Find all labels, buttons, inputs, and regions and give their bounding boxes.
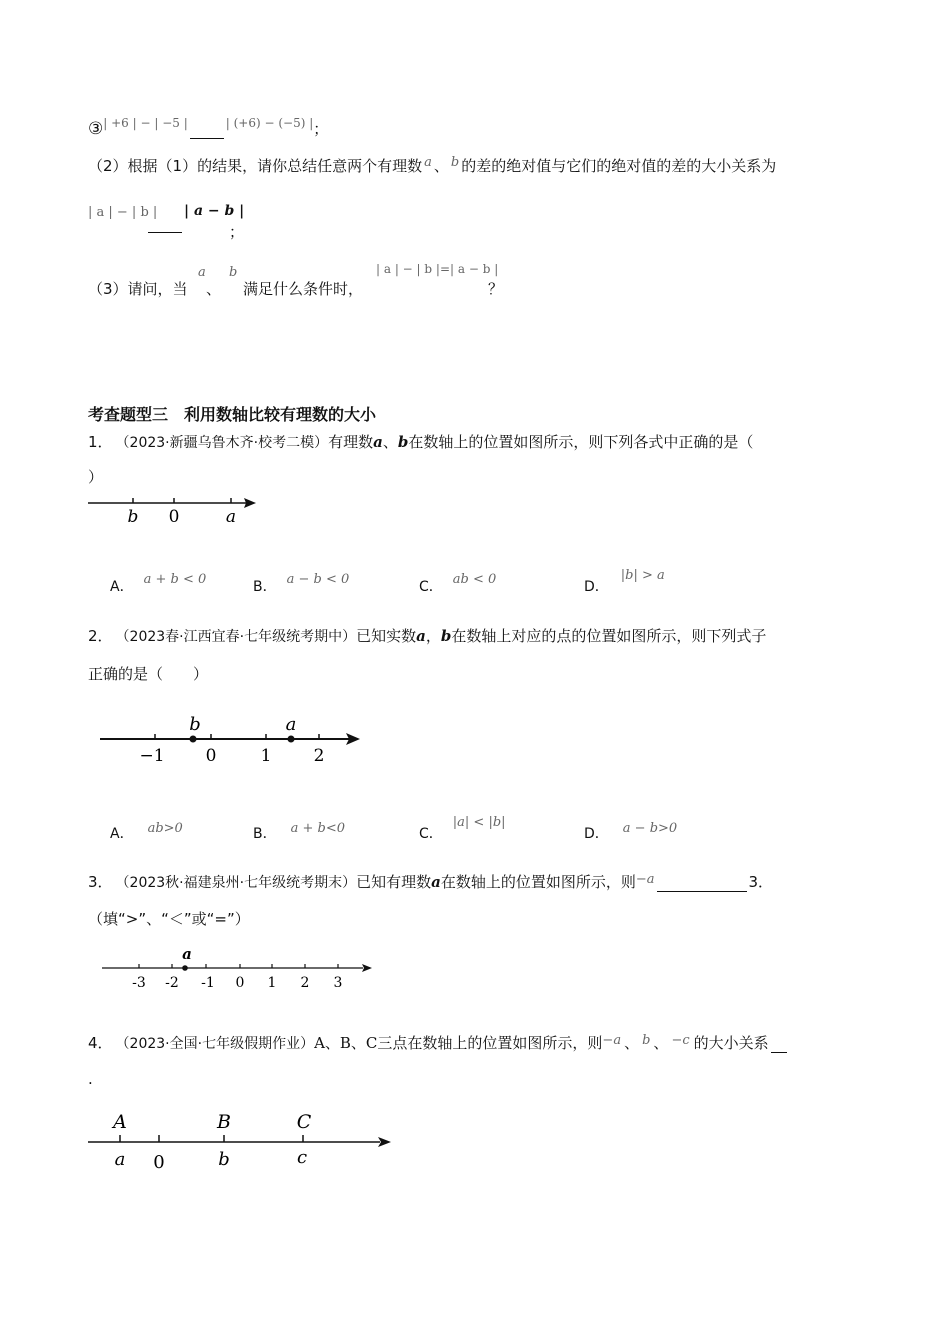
q4-expr3: −c <box>671 1033 690 1048</box>
q1-number-line <box>88 492 263 528</box>
q1-label-b: b <box>127 507 139 527</box>
q3b-tick-label: 2 <box>300 975 310 991</box>
q1-option-c[interactable] <box>419 572 497 596</box>
q1-option-a[interactable] <box>110 572 207 596</box>
item3-right-expr: | (+6) − (−5) | <box>225 116 314 130</box>
q2b-tick-label: −1 <box>139 746 165 766</box>
q1-option-c-expr: ab < 0 <box>452 572 497 587</box>
item3-blank[interactable] <box>190 124 224 139</box>
q3b-blank[interactable] <box>657 877 747 892</box>
q3-var-b: b <box>229 265 238 280</box>
q3b-line <box>88 871 773 892</box>
q3b-tick-label: -1 <box>201 975 215 991</box>
q2b-line2: 正确的是（ ） <box>88 665 209 683</box>
q4-label-a: a <box>114 1149 126 1170</box>
q1-option-d-label: D． <box>584 579 609 595</box>
q2b-option-c-label: C． <box>419 826 443 842</box>
q2b-number-line <box>100 712 365 768</box>
q2b-option-a-label: A． <box>110 826 134 842</box>
q2-blank[interactable] <box>148 218 182 233</box>
q3-end: ？ <box>488 280 504 298</box>
q4-number-line <box>88 1108 398 1174</box>
q4-label-A: A <box>113 1111 127 1133</box>
q2b-point-a <box>288 736 295 743</box>
q2-line <box>88 155 776 176</box>
q2b-var-a: a <box>416 627 426 645</box>
q1-number: 1． <box>88 433 113 451</box>
q4-blank[interactable] <box>771 1038 787 1053</box>
q3-formula: | a | − | b |=| a − b | <box>376 262 499 276</box>
q3b-line2: （填“>”、“＜”或“=”） <box>88 910 250 928</box>
q1-line <box>88 431 753 452</box>
q3b-var-a: a <box>431 873 441 891</box>
q4-expr2: b <box>642 1033 651 1048</box>
q4-label-c: c <box>296 1147 308 1168</box>
q2b-option-d-label: D． <box>584 826 609 842</box>
q4-label-0: 0 <box>153 1152 165 1173</box>
q4-label-B: B <box>217 1111 231 1133</box>
q1-option-a-expr: a + b < 0 <box>143 572 207 587</box>
item3-left-expr: | +6 | − | −5 | <box>103 116 188 130</box>
q2-var-a: a <box>424 155 432 170</box>
q4-label-b: b <box>218 1149 230 1170</box>
q3b-arrow-icon <box>362 964 372 972</box>
q2b-tick-label: 0 <box>205 746 217 766</box>
q3b-number: 3． <box>88 873 113 891</box>
q3b-tick-label: 0 <box>235 975 245 991</box>
q4-line2: . <box>88 1070 93 1088</box>
q1-close: ） <box>88 468 104 486</box>
q2-end: ； <box>229 223 245 241</box>
q1-option-d[interactable] <box>584 568 665 596</box>
q3b-text: 已知有理数 <box>356 873 432 891</box>
q4-tail: 的大小关系 <box>693 1034 769 1052</box>
q2b-text2: 在数轴上对应的点的位置如图所示，则下列式子 <box>451 627 767 645</box>
q2b-text: 已知实数 <box>356 627 417 645</box>
q4-text: A、B、C三点在数轴上的位置如图所示，则 <box>314 1034 603 1052</box>
q3b-tick-label: 3 <box>333 975 343 991</box>
q1-var-b: b <box>397 433 409 451</box>
q2b-number: 2． <box>88 627 113 645</box>
q2b-tick-label: 1 <box>260 746 272 766</box>
q2b-var-b: b <box>440 627 452 645</box>
q3b-tick-label: -3 <box>132 975 146 991</box>
q3b-number-line <box>100 944 375 992</box>
q3b-source: （2023秋·福建泉州·七年级统考期末） <box>122 875 357 891</box>
q3-var-a: a <box>198 265 206 280</box>
q2b-option-d[interactable] <box>584 823 677 843</box>
q2-tail: 的差的绝对值与它们的绝对值的差的大小关系为 <box>461 157 777 175</box>
q1-option-b-expr: a − b < 0 <box>286 572 350 587</box>
q2b-label-a: a <box>285 714 297 735</box>
q3-mid: 满足什么条件时， <box>243 280 364 298</box>
q2b-point-b <box>190 736 197 743</box>
q1-label-0: 0 <box>168 507 180 527</box>
q2-left-expr: | a | − | b | <box>88 205 158 220</box>
q2b-line <box>88 625 766 646</box>
q4-number: 4． <box>88 1034 113 1052</box>
q3b-point-a <box>182 965 188 971</box>
q1-option-a-label: A． <box>110 579 134 595</box>
q2b-source: （2023春·江西宜春·七年级统考期中） <box>122 629 357 645</box>
q1-sep: 、 <box>382 433 398 451</box>
q1-option-b[interactable] <box>253 572 350 596</box>
q2b-option-a-expr: ab>0 <box>147 821 183 836</box>
q4-label-C: C <box>296 1111 312 1133</box>
q1-var-a: a <box>373 433 383 451</box>
q1-option-c-label: C． <box>419 579 443 595</box>
q3b-label-a: a <box>182 945 192 963</box>
q2b-tick-label: 2 <box>313 746 325 766</box>
q2b-option-c[interactable] <box>419 815 506 843</box>
q4-source: （2023·全国·七年级假期作业） <box>122 1036 315 1052</box>
q1-text2: 在数轴上的位置如图所示，则下列各式中正确的是（ <box>408 433 754 451</box>
q1-source: （2023·新疆乌鲁木齐·校考二模） <box>122 435 329 451</box>
q3b-tick-label: -2 <box>165 975 179 991</box>
q2-right-expr: | a − b | <box>184 203 245 219</box>
q3-text: （3）请问，当 <box>88 280 188 298</box>
q1-label-a: a <box>225 507 237 527</box>
item3-line <box>88 118 328 139</box>
q4-line <box>88 1032 787 1053</box>
q2b-option-a[interactable] <box>110 823 183 843</box>
q2b-option-d-expr: a − b>0 <box>622 821 678 836</box>
item3-end: ； <box>313 120 329 138</box>
q2b-sep: ， <box>425 627 441 645</box>
section-title: 考查题型三 利用数轴比较有理数的大小 <box>88 405 377 424</box>
q3-sep: 、 <box>206 280 222 298</box>
q1-text: 有理数 <box>328 433 374 451</box>
q1-option-b-label: B． <box>253 579 277 595</box>
q1-option-d-expr: |b| > a <box>620 568 665 583</box>
q2b-option-b-label: B． <box>253 826 277 842</box>
q2-text: （2）根据（1）的结果，请你总结任意两个有理数 <box>88 157 423 175</box>
item3-marker: ③ <box>88 119 104 139</box>
q2-var-b: b <box>450 155 460 170</box>
q2b-option-b[interactable] <box>253 823 345 843</box>
q3b-expr: −a <box>635 872 655 887</box>
q3b-tick-label: 1 <box>267 975 277 991</box>
q4-sep1: 、 <box>624 1034 640 1052</box>
q4-sep2: 、 <box>653 1034 669 1052</box>
q3b-text2: 在数轴上的位置如图所示，则 <box>440 873 636 891</box>
q4-expr1: −a <box>602 1033 622 1048</box>
q2b-option-b-expr: a + b<0 <box>290 821 346 836</box>
q3b-tail: 3． <box>748 873 774 891</box>
q2-sep: 、 <box>433 157 449 175</box>
q2b-option-c-expr: |a| < |b| <box>452 815 506 830</box>
q2b-label-b: b <box>189 714 201 735</box>
